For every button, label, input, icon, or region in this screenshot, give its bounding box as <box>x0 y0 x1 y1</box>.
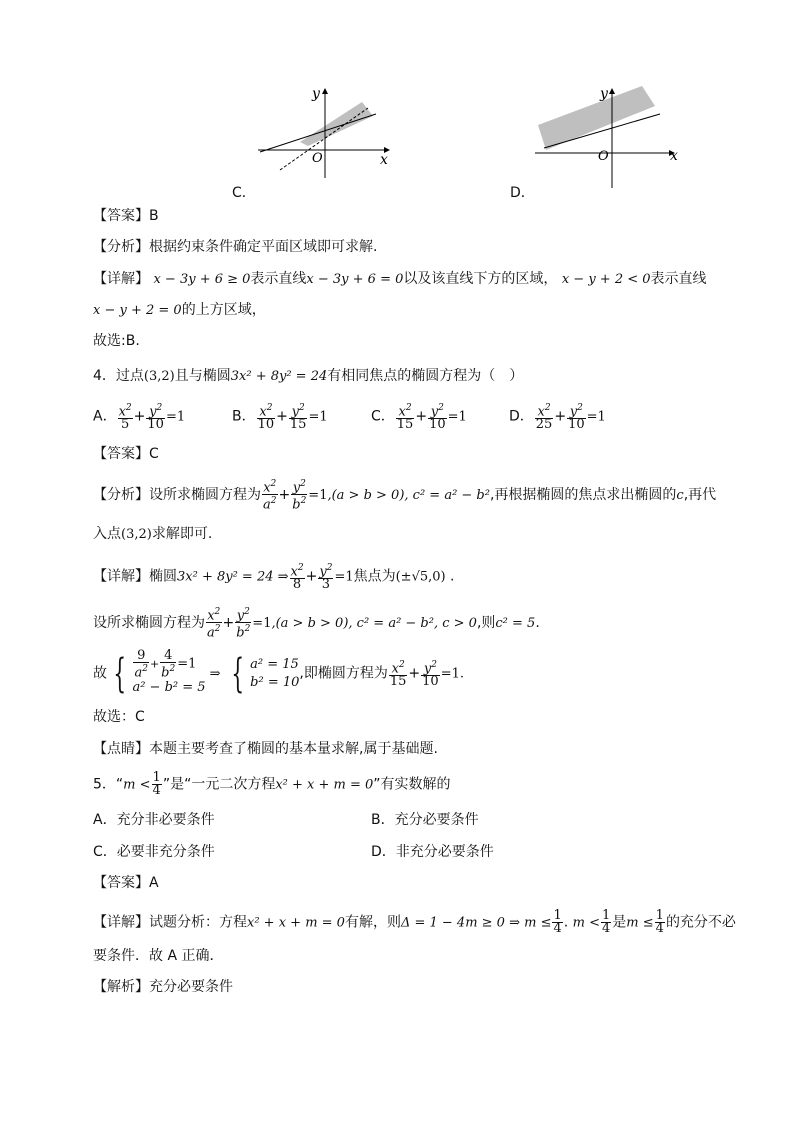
figure-c-label: C． <box>232 185 256 201</box>
y-arrow-c <box>322 88 328 94</box>
stem-text: ”有实数解的 <box>373 776 451 793</box>
q3-detail-1 <box>93 269 707 290</box>
q5-detail-2: 要条件．故 A 正确． <box>93 948 224 964</box>
origin-label-c: O <box>312 151 323 166</box>
q4-detail-1: 【详解】椭圆3x² + 8y² = 24 ⇒ $\frac{x^2}{8}$ + $\frac{y^2}{3}$ =1焦点为(±√5,0) . <box>93 563 455 593</box>
stem-equation: x² + x + m = 0 <box>275 777 374 793</box>
stem-text: ”是“一元二次方程 <box>162 776 276 793</box>
detail-tag: 【详解】 <box>93 271 149 287</box>
option-label: C． <box>371 408 395 425</box>
q4-detail-2: 设所求椭圆方程为 $\frac{x^2}{a^2}$ + $\frac{y^2}{b^2}$ =1,(a > b > 0), c² = a² − b², c > 0,则c² = 5. <box>93 607 540 641</box>
option-denominator: 15 <box>289 417 307 433</box>
q5-jiexi <box>93 977 233 997</box>
stem-text: 5．“ <box>93 776 124 793</box>
option-label: A． <box>93 812 117 828</box>
x-label-d: x <box>670 148 678 164</box>
detail-condition: ,(a > b > 0), c² = a² − b², c > 0 <box>271 615 477 631</box>
option-label: B． <box>371 812 395 828</box>
inequality-1: x − 3y + 6 ≥ 0 <box>153 272 251 287</box>
detail-text: 故 <box>93 665 107 682</box>
q4-option-a: A． $\frac{x^2}{5}$ + $\frac{y^2}{10}$ =1 <box>93 403 186 433</box>
q3-analysis <box>93 237 377 257</box>
jiexi-text: 充分必要条件 <box>149 979 233 995</box>
detail-equation: 3x² + 8y² = 24 ⇒ <box>177 569 289 585</box>
option-label: B． <box>232 408 256 425</box>
point: (3,2) <box>121 527 152 542</box>
detail-text: 试题分析：方程 <box>149 914 247 931</box>
analysis-text: 入点 <box>93 526 121 542</box>
result-a: a² = 15 <box>250 656 299 672</box>
detail-text: 的充分不必 <box>665 914 736 931</box>
detail-equation: x² + x + m = 0 <box>247 915 345 931</box>
analysis-text: ,再代 <box>683 486 717 503</box>
point: (3,2) <box>143 369 175 384</box>
dashed-line-c <box>280 108 368 170</box>
analysis-text: ,再根据椭圆的焦点求出椭圆的 <box>489 486 677 503</box>
solid-line-c <box>260 114 376 152</box>
system-eq-2: a² − b² = 5 <box>132 680 206 696</box>
y-label-c: y <box>312 86 320 102</box>
stem-text: 有相同焦点的椭圆方程为（ ） <box>327 368 524 384</box>
detail-tag: 【详解】 <box>93 914 149 931</box>
q4-option-c: C． $\frac{x^2}{15}$ + $\frac{y^2}{10}$ =1 <box>371 403 467 433</box>
m-leq: m ≤ <box>626 915 654 931</box>
y-arrow-d <box>609 88 615 94</box>
delta-expression: Δ = 1 − 4m ≥ 0 ⇒ m ≤ <box>400 915 552 931</box>
detail-text: 的上方区域， <box>181 302 266 318</box>
analysis-text: 设所求椭圆方程为 <box>149 486 261 503</box>
option-text: 充分必要条件 <box>394 812 479 828</box>
detail-text: 表示直线 <box>650 271 707 287</box>
q5-option-c <box>93 842 215 862</box>
ellipse-equation: 3x² + 8y² = 24 <box>230 369 328 384</box>
analysis-text: 根据约束条件确定平面区域即可求解. <box>149 239 378 255</box>
option-denominator: 10 <box>257 417 275 433</box>
option-label: D． <box>371 844 396 860</box>
option-denominator: 10 <box>568 417 585 433</box>
line-equation-2: x − y + 2 = 0 <box>93 303 182 318</box>
q5-answer: 【答案】A <box>93 875 159 891</box>
q4-comment <box>93 739 438 759</box>
y-label-d: y <box>600 86 608 102</box>
figure-d-label: D． <box>510 185 535 201</box>
variable-c: c <box>676 487 684 503</box>
option-text: 必要非充分条件 <box>116 844 215 860</box>
figure-c <box>250 80 400 180</box>
option-denominator: 5 <box>120 417 130 433</box>
stem-text: 且与椭圆 <box>174 368 231 384</box>
detail-text: 是 <box>612 914 627 931</box>
foci: (±√5,0) <box>395 569 446 585</box>
analysis-text: 求解即可. <box>151 526 213 542</box>
option-text: 非充分必要条件 <box>395 844 494 860</box>
m-less: m < <box>572 915 601 931</box>
option-label: A． <box>93 408 117 425</box>
comment-text: 本题主要考查了椭圆的基本量求解,属于基础题. <box>149 741 438 757</box>
detail-text: 有解，则 <box>344 914 401 931</box>
figure-d <box>530 80 690 190</box>
option-denominator: 15 <box>396 417 414 433</box>
detail-text: ,即椭圆方程为 <box>299 665 388 682</box>
analysis-tag: 【分析】 <box>93 486 149 503</box>
option-label: C． <box>93 844 117 860</box>
q4-option-d: D． $\frac{x^2}{25}$ + $\frac{y^2}{10}$ =1 <box>509 403 606 433</box>
q3-conclusion: 故选:B. <box>93 333 140 349</box>
c-squared: c² = 5 <box>495 615 536 631</box>
result-b: b² = 10 <box>250 674 300 690</box>
analysis-condition: ,(a > b > 0), c² = a² − b² <box>327 487 490 503</box>
q3-detail-2 <box>93 300 266 321</box>
q4-stem <box>93 366 523 387</box>
q4-analysis-1: 【分析】设所求椭圆方程为 $\frac{x^2}{a^2}$ + $\frac{y^2}{b^2}$ =1,(a > b > 0), c² = a² − b²,再根据椭圆的焦点求出椭圆的c,再代 <box>93 479 717 513</box>
detail-text: 焦点为 <box>353 568 396 585</box>
option-denominator: 10 <box>429 417 446 433</box>
line-equation-1: x − 3y + 6 = 0 <box>306 272 404 287</box>
x-label-c: x <box>380 152 388 168</box>
q5-detail-1: 【详解】试题分析：方程x² + x + m = 0有解，则Δ = 1 − 4m ≥ 0 ⇒ m ≤ $\frac{1}{4}$ . m < $\frac{1}{4}$ 是m ≤ $\frac{1}{4}$ 的充分不必 <box>93 908 736 936</box>
detail-text: ,则 <box>476 614 496 631</box>
detail-text: 椭圆 <box>149 568 177 585</box>
origin-label-d: O <box>598 149 609 164</box>
detail-text: 以及该直线下方的区域， <box>403 271 558 287</box>
option-denominator: 25 <box>535 417 553 433</box>
q4-option-b: B． $\frac{x^2}{10}$ + $\frac{y^2}{15}$ =1 <box>232 403 328 433</box>
q4-conclusion: 故选：C <box>93 709 145 725</box>
detail-text: 表示直线 <box>250 271 307 287</box>
comment-tag: 【点睛】 <box>93 741 149 757</box>
option-denominator: 10 <box>147 417 164 433</box>
shaded-region-d <box>538 86 655 150</box>
q5-stem: 5．“m < $\frac{1}{4}$ ”是“一元二次方程x² + x + m = 0”有实数解的 <box>93 770 451 798</box>
option-label: D． <box>509 408 534 425</box>
q4-detail-3: 故 { $\frac{9}{a^2}$ + $\frac{4}{b^2}$ =1 a² − b² = 5 ⇒ { a² = 15 b² = 10 ,即椭圆方程为 $\frac{x^2}{15}$ + $\frac{y^2}{10}$ =1. <box>93 648 464 697</box>
detail-text: 设所求椭圆方程为 <box>93 614 205 631</box>
stem-text: 4．过点 <box>93 368 144 384</box>
option-text: 充分非必要条件 <box>116 812 215 828</box>
q5-option-d <box>371 842 494 862</box>
detail-tag: 【详解】 <box>93 568 149 585</box>
shaded-region-c <box>300 102 373 146</box>
stem-m: m < <box>123 777 151 793</box>
q4-answer: 【答案】C <box>93 446 159 462</box>
q5-option-b <box>371 810 479 830</box>
q3-answer: 【答案】B <box>93 208 159 224</box>
q5-option-a <box>93 810 215 830</box>
jiexi-tag: 【解析】 <box>93 979 149 995</box>
inequality-2: x − y + 2 < 0 <box>561 272 651 287</box>
q4-analysis-2 <box>93 524 212 545</box>
analysis-tag: 【分析】 <box>93 239 149 255</box>
